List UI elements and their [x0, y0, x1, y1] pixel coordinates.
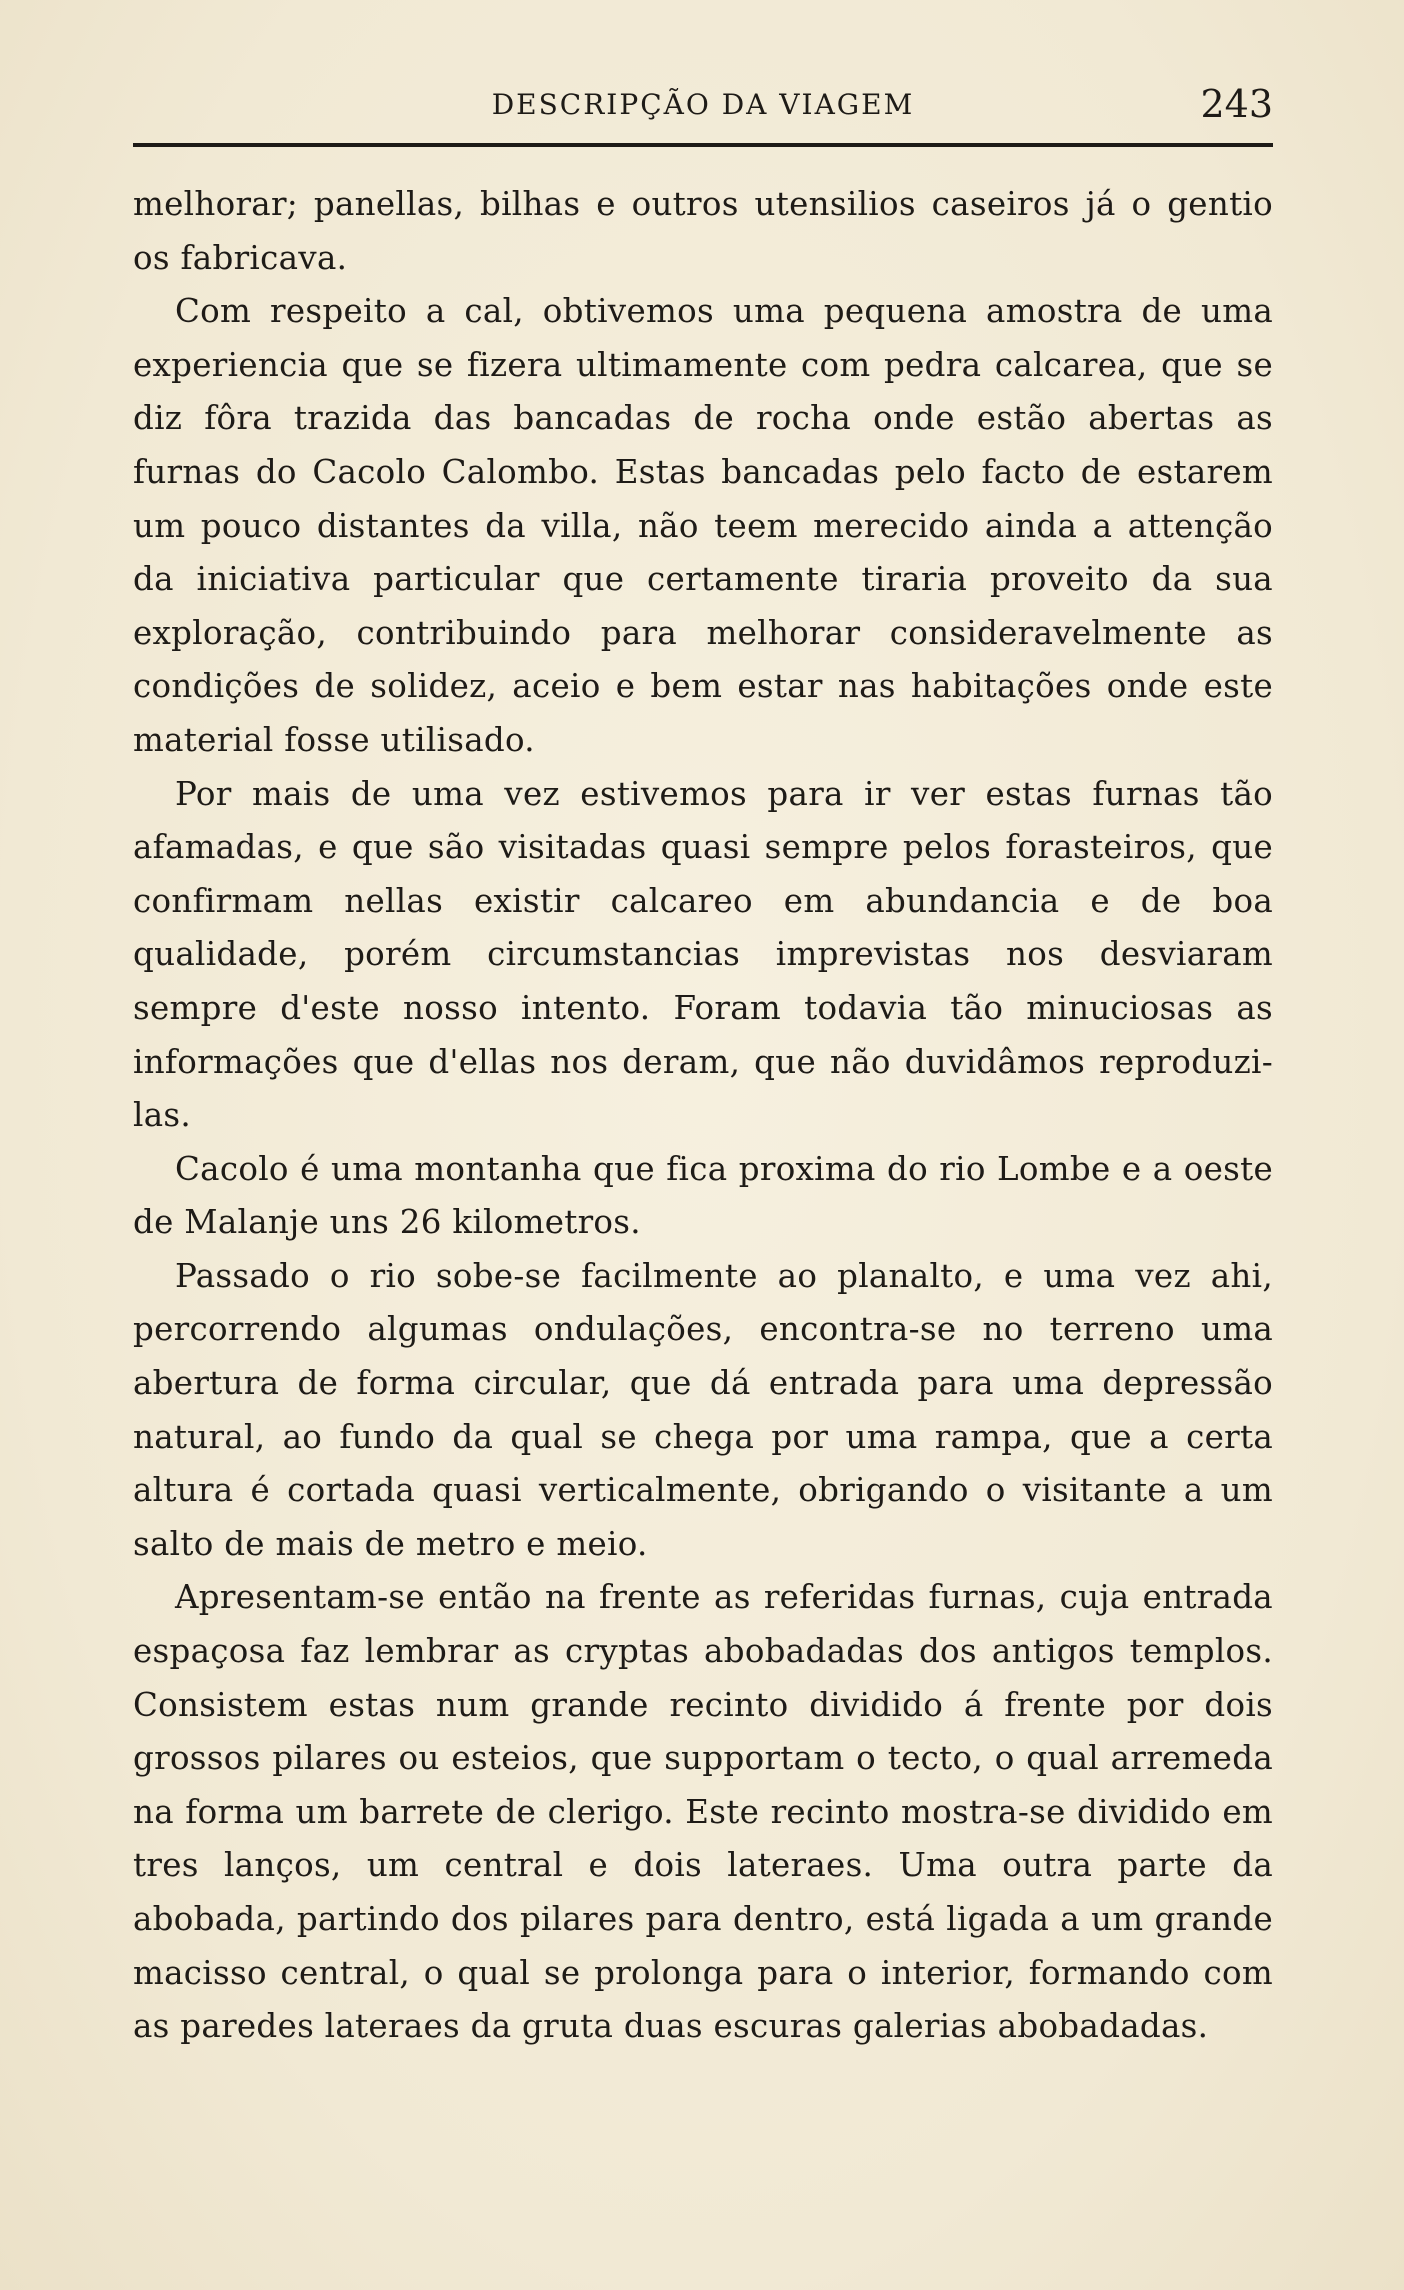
- paragraph-furnas-visit: Por mais de uma vez estivemos para ir ver estas furnas tão afamadas, e que são visitadas quasi sempre pelos forasteiros, que confirmam nellas existir calcareo em abundancia e de boa qualidade, porém circumstancias imprevistas nos desviaram sempre d'este nosso intento. Foram todavia tão minuciosas as informações que d'ellas nos deram, que não duvidâmos reproduzi-las.: [133, 774, 1273, 1135]
- paragraph-planalto: Passado o rio sobe-se facilmente ao planalto, e uma vez ahi, percorrendo algumas ondulações, encontra-se no terreno uma abertura de forma circular, que dá entrada para uma depressão natural, ao fundo da qual se chega por uma rampa, que a certa altura é cortada quasi verticalmente, obrigando o visitante a um salto de mais de metro e meio.: [133, 1256, 1273, 1563]
- paragraph-cacolo: Cacolo é uma montanha que fica proxima do rio Lombe e a oeste de Malanje uns 26 kilometros.: [133, 1149, 1273, 1242]
- header-rule: [133, 143, 1273, 147]
- paragraph-continuation: melhorar; panellas, bilhas e outros utensilios caseiros já o gentio os fabricava.: [133, 185, 1273, 277]
- body-text: [133, 178, 1273, 2054]
- running-head: [133, 82, 1273, 132]
- running-title: DESCRIPÇÃO DA VIAGEM: [491, 88, 915, 121]
- page-number: 243: [1200, 82, 1273, 126]
- paragraph-furnas-description: Apresentam-se então na frente as referidas furnas, cuja entrada espaçosa faz lembrar as cryptas abobadadas dos antigos templos. Consistem estas num grande recinto dividido á frente por dois grossos pilares ou esteios, que supportam o tecto, o qual arremeda na forma um barrete de clerigo. Este recinto mostra-se dividido em tres lanços, um central e dois lateraes. Uma outra parte da abobada, partindo dos pilares para dentro, está ligada a um grande macisso central, o qual se prolonga para o interior, formando com as paredes lateraes da gruta duas escuras galerias abobadadas.: [133, 1578, 1273, 2046]
- paragraph-cal: Com respeito a cal, obtivemos uma pequena amostra de uma experiencia que se fizera ultimamente com pedra calcarea, que se diz fôra trazida das bancadas de rocha onde estão abertas as furnas do Cacolo Calombo. Estas bancadas pelo facto de estarem um pouco distantes da villa, não teem merecido ainda a attenção da iniciativa particular que certamente tiraria proveito da sua exploração, contribuindo para melhorar consideravelmente as condições de solidez, aceio e bem estar nas habitações onde este material fosse utilisado.: [133, 292, 1273, 759]
